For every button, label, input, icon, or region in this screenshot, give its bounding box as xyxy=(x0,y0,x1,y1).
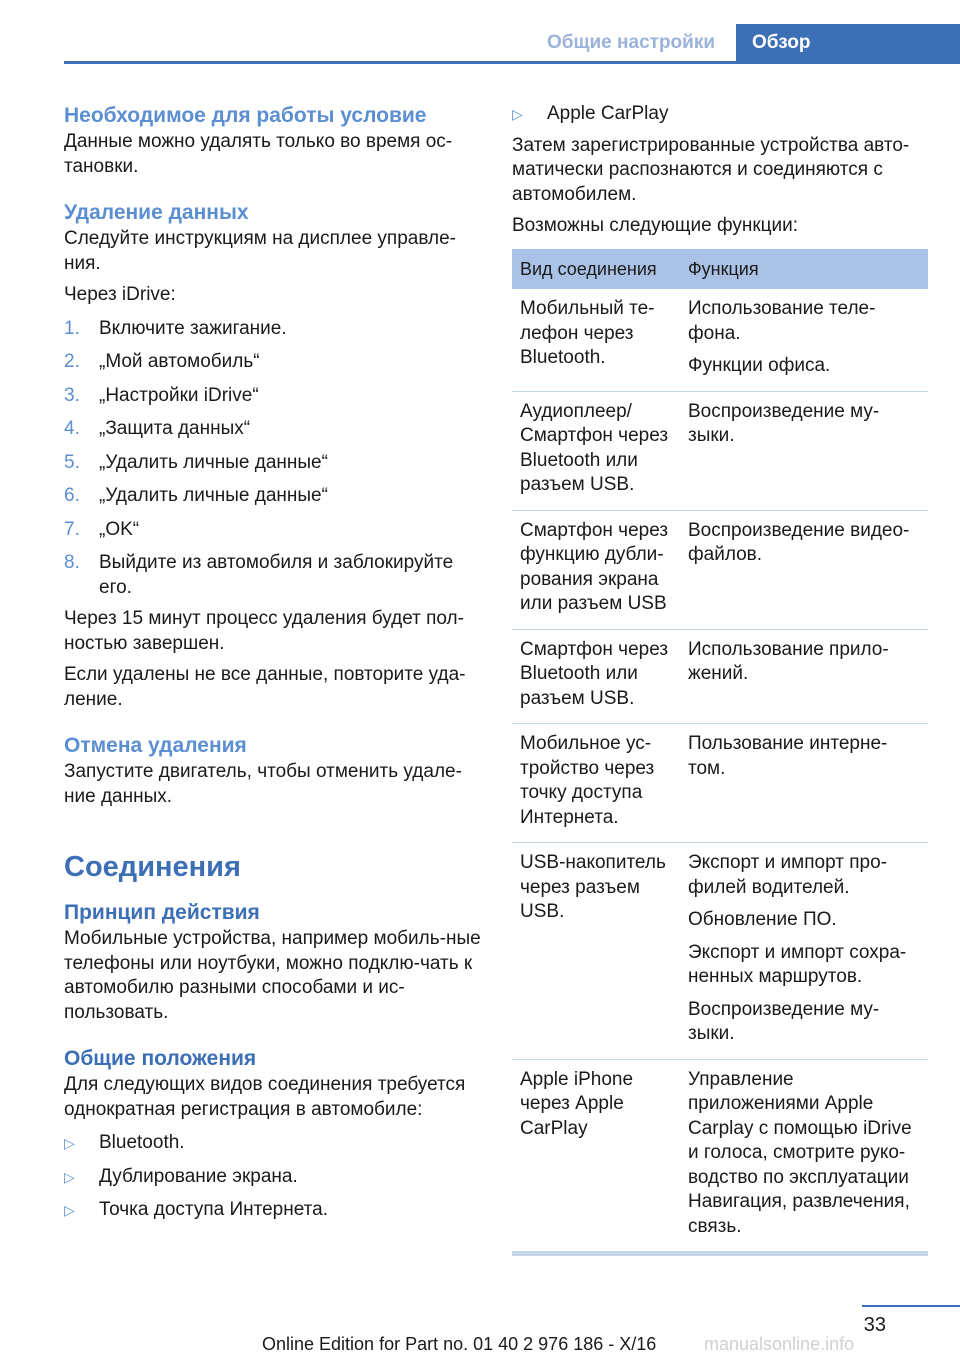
triangle-bullet-icon: ▷ xyxy=(64,1168,75,1185)
list-item: 5. „Удалить личные данные“ xyxy=(64,451,328,473)
table-row: Смартфон через функцию дубли-рования экрана или разъем USB Воспроизведение видео-файлов. xyxy=(512,510,928,629)
column-header: Вид соединения xyxy=(512,249,680,290)
general-text: Для следующих видов соединения требуется однократная регистрация в автомобиле: xyxy=(64,1074,466,1120)
table-row: Мобильное ус-тройство через точку доступа Интернета. Пользование интерне-том. xyxy=(512,724,928,843)
table-end-rule xyxy=(512,1252,928,1256)
table-row: USB-накопитель через разъем USB. Экспорт и импорт про-филей водителей. Обновление ПО. Экспорт и импорт сохра-ненных маршрутов. Воспроизведение му-зыки. xyxy=(512,843,928,1060)
list-item: 1. Включите зажигание. xyxy=(64,317,287,339)
table-row: Смартфон через Bluetooth или разъем USB. Использование прило-жений. xyxy=(512,629,928,724)
after-text-2: Если удалены не все данные, повторите уда-ление. xyxy=(64,664,466,710)
triangle-bullet-icon: ▷ xyxy=(512,106,523,122)
triangle-bullet-icon: ▷ xyxy=(64,1135,75,1151)
column-header: Функция xyxy=(680,249,928,290)
delete-title: Удаление данных xyxy=(64,201,249,224)
header-rule xyxy=(64,61,960,64)
list-item: 8. Выйдите из автомобиля и заблокируйте его. xyxy=(64,552,454,598)
principle-title: Принцип действия xyxy=(64,901,260,924)
cancel-title: Отмена удаления xyxy=(64,734,247,757)
footer-rule xyxy=(862,1305,960,1307)
list-item: ▷ Bluetooth. xyxy=(64,1131,484,1156)
left-column xyxy=(64,102,484,1223)
page-number: 33 xyxy=(863,1314,886,1336)
table-row: Аудиоплеер/ Смартфон через Bluetooth или разъем USB. Воспроизведение му-зыки. xyxy=(512,391,928,510)
delete-text: Следуйте инструкциям на дисплее управле-ния. xyxy=(64,228,456,274)
steps-list xyxy=(64,317,484,601)
list-item: 2. „Мой автомобиль“ xyxy=(64,351,260,372)
after-text-1: Через 15 минут процесс удаления будет пол-ностью завершен. xyxy=(64,608,464,654)
list-item: 4. „Защита данных“ xyxy=(64,418,251,439)
table-row: Мобильный те-лефон через Bluetooth. Использование теле-фона. Функции офиса. xyxy=(512,289,928,391)
list-item: 3. „Настройки iDrive“ xyxy=(64,384,259,406)
table-header-row xyxy=(512,249,928,290)
list-item: 7. „OK“ xyxy=(64,518,140,540)
register-text: Затем зарегистрированные устройства авто-матически распознаются и соединяются с автомобилем. xyxy=(512,134,910,205)
right-column xyxy=(512,102,928,1256)
list-item: ▷ Точка доступа Интернета. xyxy=(64,1198,484,1223)
list-item: 6. „Удалить личные данные“ xyxy=(64,485,328,506)
list-item: ▷ Apple CarPlay xyxy=(512,102,928,127)
watermark-text: manualsonline.info xyxy=(704,1334,855,1354)
connections-title: Соединения xyxy=(64,851,241,883)
edition-text: Online Edition for Part no. 01 40 2 976 186 - X/16 xyxy=(262,1334,657,1354)
principle-text: Мобильные устройства, например мобиль-ные телефоны или ноутбуки, можно подклю-чать к автомобилю разными способами и ис-пользовать. xyxy=(64,928,481,1023)
list-item: ▷ Дублирование экрана. xyxy=(64,1165,484,1190)
condition-text: Данные можно удалять только во время ос-тановки. xyxy=(64,131,453,177)
header-section: Общие настройки xyxy=(546,31,716,53)
table-row: Apple iPhone через Apple CarPlay Управление приложениями Apple Carplay с помощью iDrive и голоса, смотрите руко-водство по эксплуатации Навигация, развлечения, связь. xyxy=(512,1059,928,1252)
via-idrive: Через iDrive: xyxy=(64,284,176,305)
bullet-list xyxy=(64,1131,484,1223)
cancel-text: Запустите двигатель, чтобы отменить удале-ние данных. xyxy=(64,761,462,807)
triangle-bullet-icon: ▷ xyxy=(64,1202,75,1218)
header-chapter: Обзор xyxy=(736,24,960,61)
connections-table xyxy=(512,249,928,1253)
functions-intro: Возможны следующие функции: xyxy=(512,215,799,236)
general-title: Общие положения xyxy=(64,1047,257,1070)
condition-title: Необходимое для работы условие xyxy=(64,104,427,127)
